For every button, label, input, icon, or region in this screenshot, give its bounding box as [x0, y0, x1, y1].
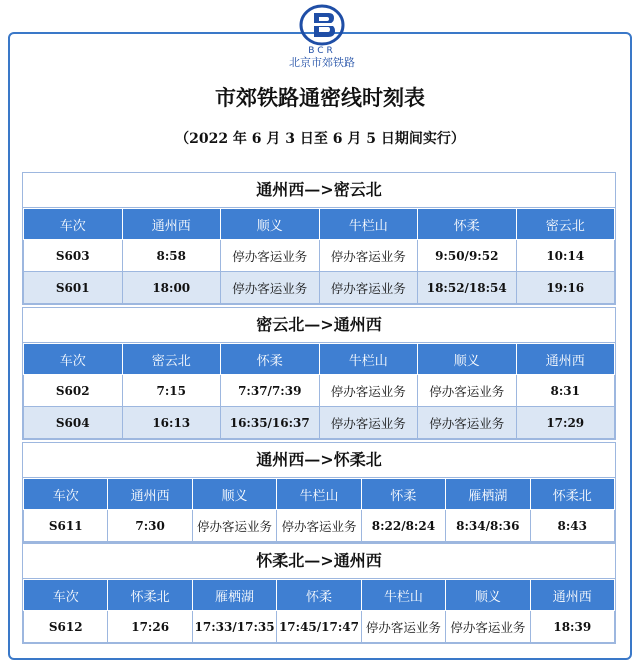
table-row: [24, 272, 615, 304]
table-cell: 17:33/17:35: [192, 611, 276, 643]
timetable-section: [22, 543, 616, 644]
column-header: 怀柔: [418, 209, 517, 240]
timetable-section: [22, 172, 616, 305]
bcr-logo: [272, 4, 372, 70]
column-header: 密云北: [516, 209, 615, 240]
table-cell: 7:30: [108, 510, 192, 542]
table-cell: 18:00: [122, 272, 221, 304]
table-cell: 8:43: [530, 510, 614, 542]
table-cell: 10:14: [516, 240, 615, 272]
table-cell: S602: [24, 375, 123, 407]
column-header: 怀柔: [361, 479, 445, 510]
column-header: 顺义: [192, 479, 276, 510]
table-cell: 停办客运业务: [319, 240, 418, 272]
table-cell: 停办客运业务: [221, 240, 320, 272]
table-cell: 停办客运业务: [319, 407, 418, 439]
table-row: [24, 407, 615, 439]
column-header: 雁栖湖: [192, 580, 276, 611]
timetable: [23, 208, 615, 304]
timetable: [23, 343, 615, 439]
column-header: 通州西: [108, 479, 192, 510]
direction-title: 密云北—>通州西: [23, 308, 615, 343]
page-title: 市郊铁路通密线时刻表: [215, 85, 425, 110]
validity-period: （2022 年 6 月 3 日至 6 月 5 日期间实行）: [175, 131, 465, 147]
table-cell: 8:31: [516, 375, 615, 407]
table-cell: 18:52/18:54: [418, 272, 517, 304]
table-cell: S601: [24, 272, 123, 304]
column-header: 顺义: [221, 209, 320, 240]
column-header: 怀柔: [221, 344, 320, 375]
header-row: [24, 479, 615, 510]
table-cell: 停办客运业务: [192, 510, 276, 542]
direction-title: 怀柔北—>通州西: [23, 544, 615, 579]
column-header: 车次: [24, 580, 108, 611]
table-cell: 停办客运业务: [277, 510, 361, 542]
column-header: 顺义: [446, 580, 530, 611]
header-row: [24, 209, 615, 240]
column-header: 车次: [24, 344, 123, 375]
table-row: [24, 240, 615, 272]
table-cell: S611: [24, 510, 108, 542]
column-header: 车次: [24, 209, 123, 240]
column-header: 怀柔: [277, 580, 361, 611]
header-row: [24, 344, 615, 375]
table-cell: 9:50/9:52: [418, 240, 517, 272]
table-cell: S604: [24, 407, 123, 439]
column-header: 通州西: [122, 209, 221, 240]
logo-abbr: BCR: [308, 46, 336, 56]
table-cell: 7:37/7:39: [221, 375, 320, 407]
table-cell: 停办客运业务: [418, 375, 517, 407]
timetable: [23, 579, 615, 643]
table-row: [24, 510, 615, 542]
table-cell: 7:15: [122, 375, 221, 407]
column-header: 车次: [24, 479, 108, 510]
table-row: [24, 375, 615, 407]
timetable-section: [22, 307, 616, 440]
table-cell: 停办客运业务: [446, 611, 530, 643]
column-header: 通州西: [516, 344, 615, 375]
column-header: 怀柔北: [530, 479, 614, 510]
direction-title: 通州西—>怀柔北: [23, 443, 615, 478]
table-cell: 18:39: [530, 611, 614, 643]
table-cell: S612: [24, 611, 108, 643]
column-header: 密云北: [122, 344, 221, 375]
table-cell: 8:22/8:24: [361, 510, 445, 542]
bcr-emblem-icon: [299, 4, 345, 46]
table-cell: 停办客运业务: [221, 272, 320, 304]
table-cell: 8:34/8:36: [446, 510, 530, 542]
logo-org-name: 北京市郊铁路: [289, 56, 355, 69]
table-cell: 停办客运业务: [319, 272, 418, 304]
table-cell: 17:26: [108, 611, 192, 643]
table-cell: 停办客运业务: [418, 407, 517, 439]
table-row: [24, 611, 615, 643]
column-header: 牛栏山: [319, 209, 418, 240]
table-cell: 停办客运业务: [361, 611, 445, 643]
table-cell: 17:29: [516, 407, 615, 439]
table-cell: 16:35/16:37: [221, 407, 320, 439]
column-header: 顺义: [418, 344, 517, 375]
column-header: 牛栏山: [277, 479, 361, 510]
column-header: 雁栖湖: [446, 479, 530, 510]
table-cell: S603: [24, 240, 123, 272]
table-cell: 8:58: [122, 240, 221, 272]
column-header: 牛栏山: [319, 344, 418, 375]
header-row: [24, 580, 615, 611]
direction-title: 通州西—>密云北: [23, 173, 615, 208]
table-cell: 停办客运业务: [319, 375, 418, 407]
timetable-section: [22, 442, 616, 543]
timetable: [23, 478, 615, 542]
table-cell: 19:16: [516, 272, 615, 304]
table-cell: 17:45/17:47: [277, 611, 361, 643]
table-cell: 16:13: [122, 407, 221, 439]
column-header: 牛栏山: [361, 580, 445, 611]
column-header: 通州西: [530, 580, 614, 611]
column-header: 怀柔北: [108, 580, 192, 611]
